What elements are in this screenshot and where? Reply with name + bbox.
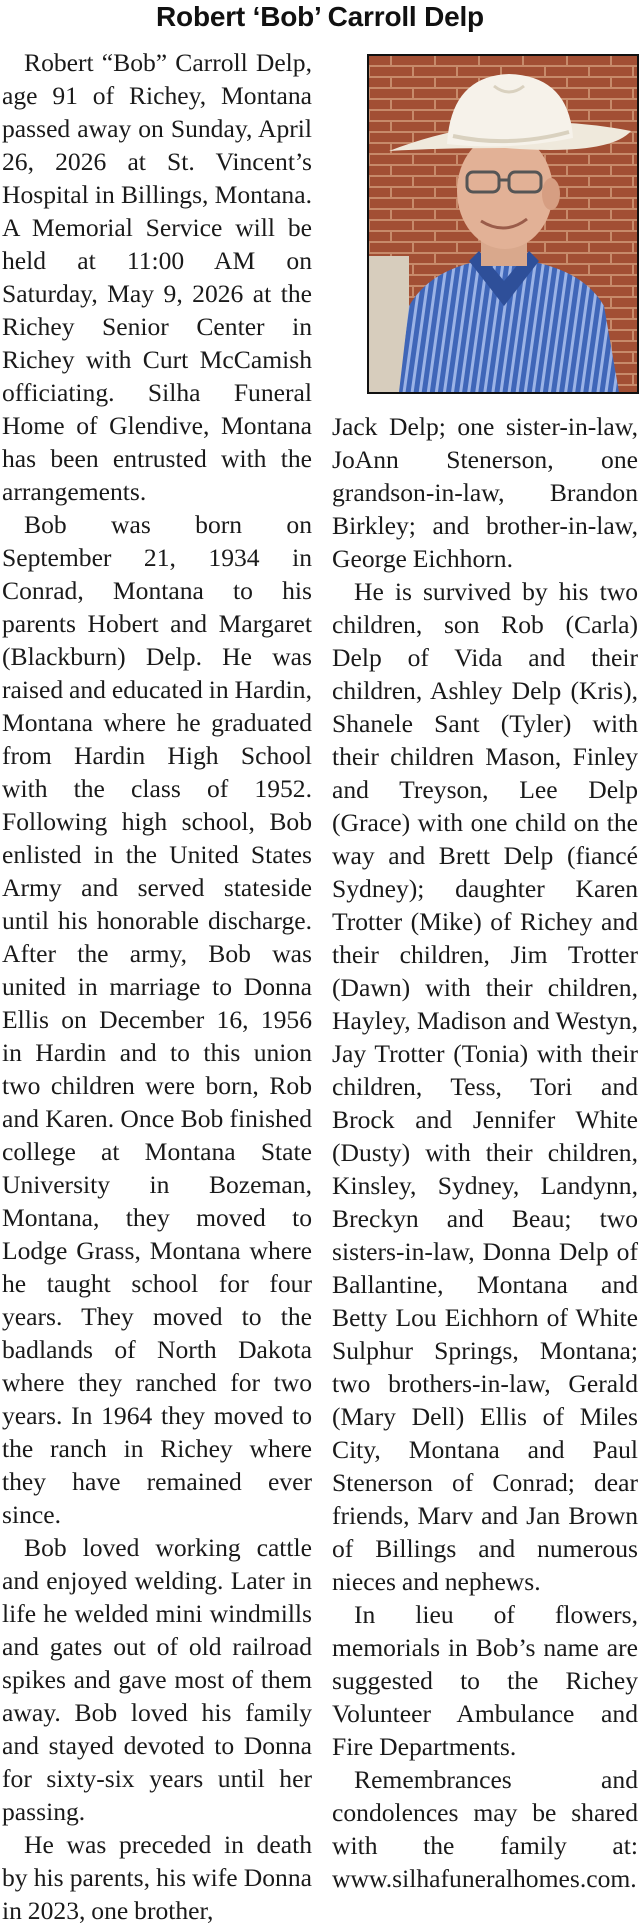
paragraph-survivors: He is survived by his two children, son Rob (Carla) Delp of Vida and their children, Ashley Delp (Kris), Shanele Sant (Tyler) with their children Mason, Finley and Treyson, Lee Delp (Grace) with one child on the way and Brett Delp (fiancé Sydney); daughter Karen Trotter (Mike) of Richey and their children, Jim Trotter (Dawn) with their children, Hayley, Madison and Westyn, Jay Trotter (Tonia) with their children, Tess, Tori and Brock and Jennifer White (Dusty) with their children, Kinsley, Sydney, Landynn, Breckyn and Beau; two sisters-in-law, Donna Delp of Ballantine, Montana and Betty Lou Eichhorn of White Sulphur Springs, Montana; two brothers-in-law, Gerald (Mary Dell) Ellis of Miles City, Montana and Paul Stenerson of Conrad; dear friends, Marv and Jan Brown of Billings and numerous nieces and nephews. [332,577,638,1596]
left-column [2,46,312,1927]
portrait-illustration [369,56,637,392]
paragraph-memorials: In lieu of flowers, memorials in Bob’s name are suggested to the Richey Volunteer Ambulance and Fire Departments. [332,1600,638,1761]
obituary-title: Robert ‘Bob’ Carroll Delp [156,1,484,32]
portrait-photo [367,54,639,394]
paragraph-preceded-start: He was preceded in death by his parents, his wife Donna in 2023, one brother, [2,1830,312,1925]
paragraph-preceded-continued: Jack Delp; one sister-in-law, JoAnn Stenerson, one grandson-in-law, Brandon Birkley; and brother-in-law, George Eichhorn. [332,412,638,573]
paragraph-life-story: Bob was born on September 21, 1934 in Conrad, Montana to his parents Hobert and Margaret (Blackburn) Delp. He was raised and educated in Hardin, Montana where he graduated from Hardin High School with the class of 1952. Following high school, Bob enlisted in the United States Army and served stateside until his honorable discharge. After the army, Bob was united in marriage to Donna Ellis on December 16, 1956 in Hardin and to this union two children were born, Rob and Karen. Once Bob finished college at Montana State University in Bozeman, Montana, they moved to Lodge Grass, Montana where he taught school for four years. They moved to the badlands of North Dakota where they ranched for two years. In 1964 they moved to the ranch in Richey where they have remained ever since. [2,510,312,1529]
paragraph-hobbies: Bob loved working cattle and enjoyed welding. Later in life he welded mini windmills and gates out of old railroad spikes and gave most of them away. Bob loved his family and stayed devoted to Donna for sixty-six years until her passing. [2,1533,312,1826]
paragraph-condolences: Remembrances and condolences may be shared with the family at: www.silhafuneralhomes.com. [332,1765,638,1893]
right-column [332,410,638,1895]
paragraph-announcement: Robert “Bob” Carroll Delp, age 91 of Richey, Montana passed away on Sunday, April 26, 2026 at St. Vincent’s Hospital in Billings, Montana. A Memorial Service will be held at 11:00 AM on Saturday, May 9, 2026 at the Richey Senior Center in Richey with Curt McCamish officiating. Silha Funeral Home of Glendive, Montana has been entrusted with the arrangements. [2,48,312,506]
